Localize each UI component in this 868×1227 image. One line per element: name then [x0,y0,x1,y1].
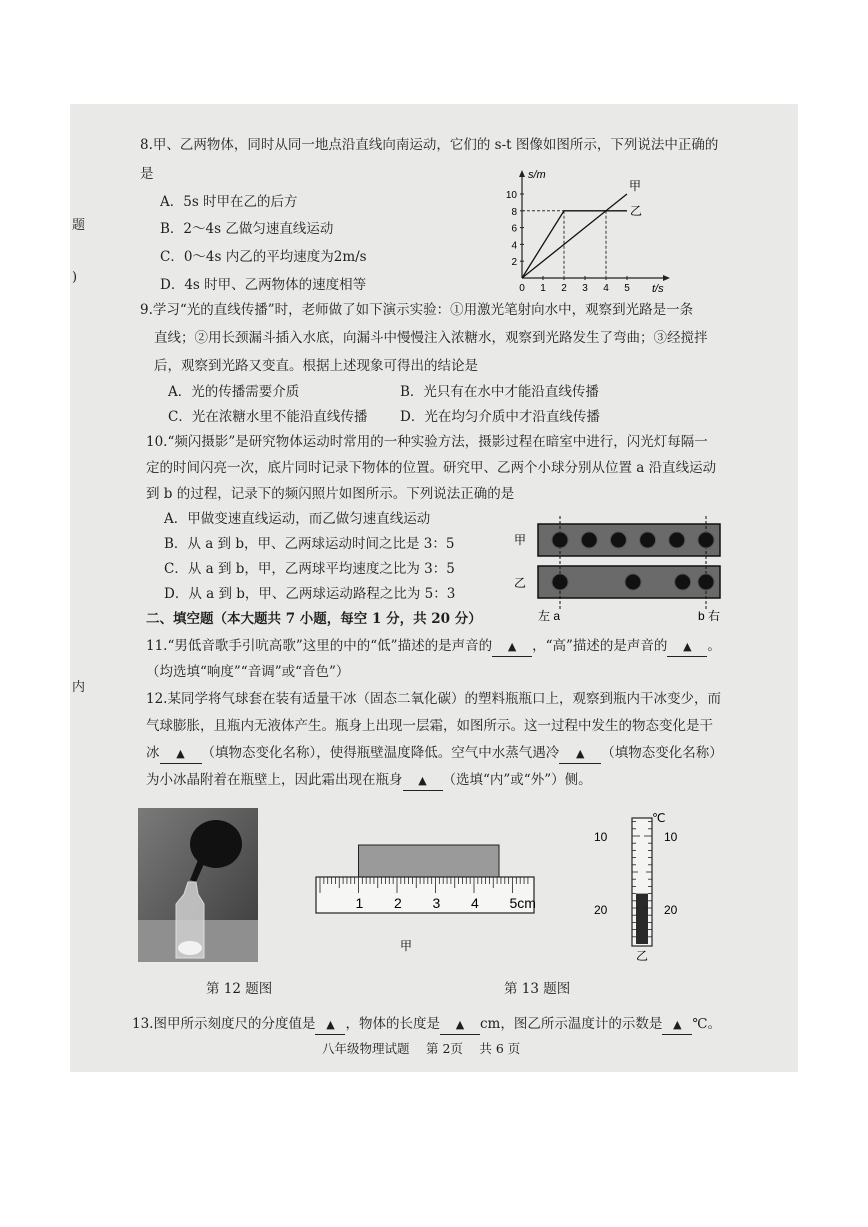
series-label: 乙 [630,203,643,218]
ruler-tick-label: 2 [394,895,402,911]
y-axis-label: s/m [528,169,546,181]
margin-mark: ) [72,270,78,285]
q11-text-b: ，“高”描述的是声音的 [532,638,668,654]
y-tick-label: 2 [511,257,517,269]
answer-blank[interactable]: ▲ [160,745,202,764]
q9-option-d: D．光在均匀介质中才沿直线传播 [400,409,600,425]
answer-blank[interactable]: ▲ [315,1016,345,1035]
q10-stem-line3: 到 b 的过程，记录下的频闪照片如图所示。下列说法正确的是 [146,486,515,502]
y-tick-label: 10 [505,190,517,201]
ruler-tick-label: 1 [355,895,364,911]
page-footer: 八年级物理试题 第 2页 共 6 页 [322,1041,521,1056]
q12-text-d: 为小冰晶附着在瓶壁上，因此霜出现在瓶身 [146,772,403,788]
q11-text-a: 11.“男低音歌手引吭高歌”这里的中的“低”描述的是声音的 [146,638,493,654]
strobe-ball-jia [698,532,714,548]
q13-text-d: ℃。 [692,1016,721,1032]
q9-option-a: A．光的传播需要介质 [168,384,300,400]
q11-line1 [146,637,721,657]
position-left-label: 左 a [538,609,561,622]
ruler-figure [310,842,540,952]
q12-text-a: 冰 [146,745,160,761]
margin-mark: 题 [72,218,86,233]
answer-blank[interactable]: ▲ [667,638,707,657]
q8-option-b: B．2～4s 乙做匀速直线运动 [160,221,334,237]
ruler-tick-label: 4 [471,895,479,911]
q9-stem: 9.学习“光的直线传播”时，老师做了如下演示实验：①用激光笔射向水中，观察到光路是一条 [140,302,694,318]
exam-page [70,104,798,1072]
thermometer-label-right-10: 10 [664,830,678,844]
y-tick-label: 8 [511,206,517,218]
strip-label-jia: 甲 [514,533,527,547]
q12-line2: 气球膨胀，且瓶内无液体产生。瓶身上出现一层霜，如图所示。这一过程中发生的物态变化是干 [146,718,713,734]
strobe-ball-jia [669,532,685,548]
x-tick-label: 4 [603,283,609,292]
y-tick-label: 4 [511,240,517,252]
ruler-tick-label: 5cm [509,895,536,911]
q9-option-b: B．光只有在水中才能沿直线传播 [400,384,599,400]
strobe-ball-jia [610,532,626,548]
strobe-ball-yi [698,574,714,590]
position-right-label: b 右 [698,609,721,622]
q12-text-b: （填物态变化名称），使得瓶壁温度降低。空气中水蒸气遇冷 [201,745,560,761]
q12-line3 [146,744,723,764]
margin-mark: 内 [72,680,86,695]
thermometer-label-left-20: 20 [594,903,608,917]
q9-stem-line2: 直线；②用长颈漏斗插入水底，向漏斗中慢慢注入浓糖水，观察到光路发生了弯曲；③经搅拌 [154,330,708,346]
q13-text-a: 13.图甲所示刻度尺的分度值是 [132,1016,316,1032]
x-tick-label: 2 [561,283,567,292]
q12-text-c: （填物态变化名称） [601,745,723,761]
answer-blank[interactable]: ▲ [492,638,532,657]
ruler-caption: 甲 [400,939,413,952]
strobe-ball-jia [552,532,568,548]
strobe-ball-yi [625,574,641,590]
q8-stem-cont: 是 [140,166,154,182]
q10-stem: 10.“频闪摄影”是研究物体运动时常用的一种实验方法，摄影过程在暗室中进行，闪光灯每隔一 [146,434,708,450]
strobe-ball-yi [552,574,568,590]
q10-option-c: C．从 a 到 b，甲，乙两球平均速度之比为 3：5 [164,561,455,577]
series-label: 甲 [629,179,642,193]
q9-stem-line3: 后，观察到光路又变直。根据上述现象可得出的结论是 [154,358,478,374]
thermometer-unit: ℃ [652,811,666,825]
y-axis-arrow [519,170,525,177]
ruler-tick-label: 3 [432,895,441,911]
q13-line [132,1015,721,1035]
q10-option-a: A．甲做变速直线运动，而乙做匀速直线运动 [164,511,431,527]
measured-block [359,845,500,877]
thermometer-caption: 乙 [636,949,649,962]
q10-option-b: B．从 a 到 b，甲、乙两球运动时间之比是 3：5 [164,536,455,552]
q12-text-e: （选填“内”或“外”）侧。 [442,772,592,788]
q10-stem-line2: 定的时间闪亮一次，底片同时记录下物体的位置。研究甲、乙两个小球分别从位置 a 沿直线运动 [146,460,717,476]
q11-line2: （均选填“响度”“音调”或“音色”） [146,664,350,680]
answer-blank[interactable]: ▲ [559,745,601,764]
q13-text-b: ，物体的长度是 [345,1016,440,1032]
strobe-ball-yi [675,574,691,590]
answer-blank[interactable]: ▲ [403,772,443,791]
q12-line1: 12.某同学将气球套在装有适量干冰（固态二氧化碳）的塑料瓶瓶口上，观察到瓶内干冰变少，而 [146,691,721,707]
section-heading: 二、填空题（本大题共 7 小题，每空 1 分，共 20 分） [146,611,482,627]
y-tick-label: 6 [511,223,517,235]
q8-option-c: C．0～4s 内乙的平均速度为2m/s [160,249,367,265]
x-axis-arrow [663,275,670,281]
answer-blank[interactable]: ▲ [662,1016,692,1035]
q11-text-c: 。 [707,638,721,654]
q8-option-d: D．4s 时甲、乙两物体的速度相等 [160,277,367,293]
q8-stem: 8.甲、乙两物体，同时从同一地点沿直线向南运动，它们的 s-t 图像如图所示，下列说法中正确的 [140,137,719,153]
thermometer-figure [580,808,710,962]
x-axis-label: t/s [652,283,664,292]
thermometer-label-left-10: 10 [594,830,608,844]
x-tick-label: 1 [540,283,546,292]
thermometer-label-right-20: 20 [664,903,678,917]
strip-label-yi: 乙 [514,576,527,590]
strobe-ball-jia [581,532,597,548]
x-tick-label: 3 [582,283,588,292]
q9-option-c: C．光在浓糖水里不能沿直线传播 [168,409,368,425]
x-tick-label: 5 [624,283,630,292]
q10-option-d: D．从 a 到 b，甲、乙两球运动路程之比为 5：3 [164,586,456,602]
q12-line4 [146,771,592,791]
mercury-column [636,894,648,944]
strobe-ball-jia [640,532,656,548]
st-graph [502,168,677,292]
series-line-jia [522,194,627,278]
fig13-caption: 第 13 题图 [504,981,571,997]
balloon-bottle-photo [138,808,258,962]
fig12-caption: 第 12 题图 [206,981,273,997]
q13-text-c: cm，图乙所示温度计的示数是 [479,1016,663,1032]
answer-blank[interactable]: ▲ [440,1016,480,1035]
strobe-photo-figure [510,514,730,622]
series-line-yi [522,211,627,278]
q8-option-a: A．5s 时甲在乙的后方 [160,194,298,210]
x-tick-label: 0 [519,283,525,292]
